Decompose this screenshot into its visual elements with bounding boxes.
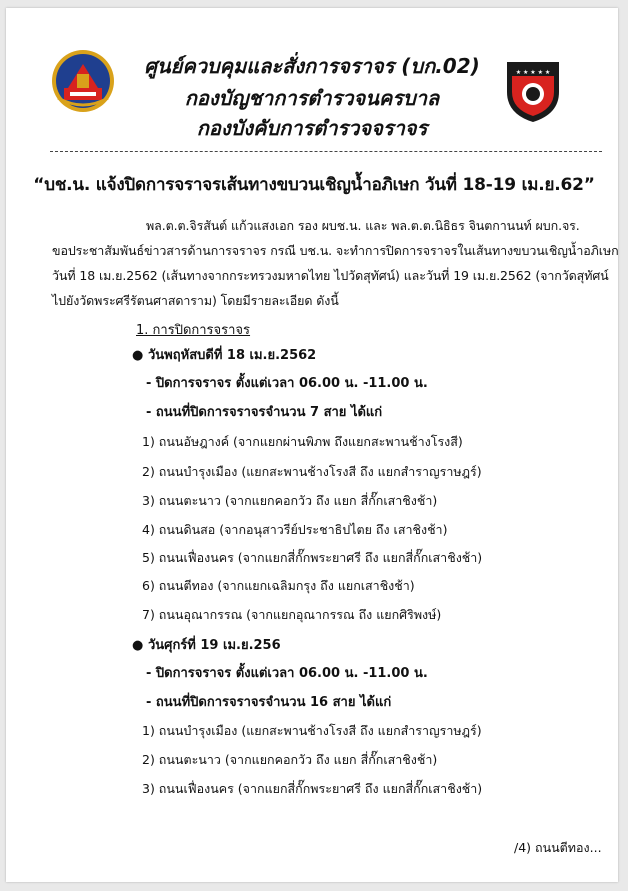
day2-road-count: - ถนนที่ปิดการจราจรจำนวน 16 สาย ได้แก่	[146, 695, 392, 710]
day1-road-item: 7) ถนนอุณากรรณ (จากแยกอุณากรรณ ถึง แยกศิริพงษ์)	[142, 607, 442, 622]
svg-text:★ ★ ★ ★ ★: ★ ★ ★ ★ ★	[515, 69, 551, 76]
header-line-2: กองบัญชาการตำรวจนครบาล	[184, 86, 440, 110]
day1-time: - ปิดการจราจร ตั้งแต่เวลา 06.00 น. -11.00 น.	[146, 376, 428, 391]
day1-road-item: 3) ถนนตะนาว (จากแยกคอกวัว ถึง แยก สี่กั๊กเสาชิงช้า)	[142, 493, 438, 508]
day2-road-item: 3) ถนนเฟื่องนคร (จากแยกสี่กั๊กพระยาศรี ถึง แยกสี่กั๊กเสาชิงช้า)	[142, 781, 483, 796]
day1-road-item: 1) ถนนอัษฎางค์ (จากแยกผ่านพิภพ ถึงแยกสะพานช้างโรงสี)	[142, 434, 463, 449]
body-paragraph-line-2: ขอประชาสัมพันธ์ข่าวสารด้านการจราจร กรณี บช.น. จะทำการปิดการจราจรในเส้นทางขบวนเชิญน้ำอภิเษก	[52, 243, 619, 258]
section-heading: 1. การปิดการจราจร	[136, 323, 251, 338]
document-page	[6, 8, 618, 882]
header-line-3: กองบังคับการตำรวจจราจร	[196, 116, 428, 140]
bullet-icon: ●	[132, 348, 144, 363]
day2-road-item: 2) ถนนตะนาว (จากแยกคอกวัว ถึง แยก สี่กั๊กเสาชิงช้า)	[142, 752, 438, 767]
continuation-note: /4) ถนนตีทอง...	[514, 840, 602, 855]
header-divider	[50, 151, 602, 152]
document-header	[6, 8, 618, 138]
day2-heading	[132, 634, 281, 655]
day1-road-item: 6) ถนนตีทอง (จากแยกเฉลิมกรุง ถึง แยกเสาชิงช้า)	[142, 578, 415, 593]
header-line-1: ศูนย์ควบคุมและสั่งการจราจร (บก.02)	[144, 54, 480, 78]
day1-road-item: 4) ถนนดินสอ (จากอนุสาวรีย์ประชาธิปไตย ถึง เสาชิงช้า)	[142, 522, 448, 537]
body-paragraph-line-4: ไปยังวัดพระศรีรัตนศาสดาราม) โดยมีรายละเอียด ดังนี้	[52, 293, 339, 308]
day1-heading	[132, 344, 316, 365]
day2-road-item: 1) ถนนบำรุงเมือง (แยกสะพานช้างโรงสี ถึง แยกสำราญราษฎร์)	[142, 723, 482, 738]
day1-road-item: 2) ถนนบำรุงเมือง (แยกสะพานช้างโรงสี ถึง แยกสำราญราษฎร์)	[142, 464, 482, 479]
day1-label: วันพฤหัสบดีที่ 18 เม.ย.2562	[148, 348, 317, 363]
day2-label: วันศุกร์ที่ 19 เม.ย.256	[148, 638, 281, 653]
day1-road-item: 5) ถนนเฟื่องนคร (จากแยกสี่กั๊กพระยาศรี ถึง แยกสี่กั๊กเสาชิงช้า)	[142, 550, 483, 565]
announcement-title: “บช.น. แจ้งปิดการจราจรเส้นทางขบวนเชิญน้ำอภิเษก วันที่ 18-19 เม.ย.62”	[33, 175, 595, 195]
day1-road-count: - ถนนที่ปิดการจราจรจำนวน 7 สาย ได้แก่	[146, 405, 383, 420]
bullet-icon: ●	[132, 638, 144, 653]
body-paragraph-line-1: พล.ต.ต.จิรสันต์ แก้วแสงเอก รอง ผบช.น. และ พล.ต.ต.นิธิธร จินตกานนท์ ผบก.จร.	[146, 218, 580, 233]
day2-time: - ปิดการจราจร ตั้งแต่เวลา 06.00 น. -11.00 น.	[146, 666, 428, 681]
body-paragraph-line-3: วันที่ 18 เม.ย.2562 (เส้นทางจากกระทรวงมหาดไทย ไปวัดสุทัศน์) และวันที่ 19 เม.ย.2562 (จากวัดสุทัศน์	[52, 268, 609, 283]
shield-logo	[503, 58, 563, 128]
